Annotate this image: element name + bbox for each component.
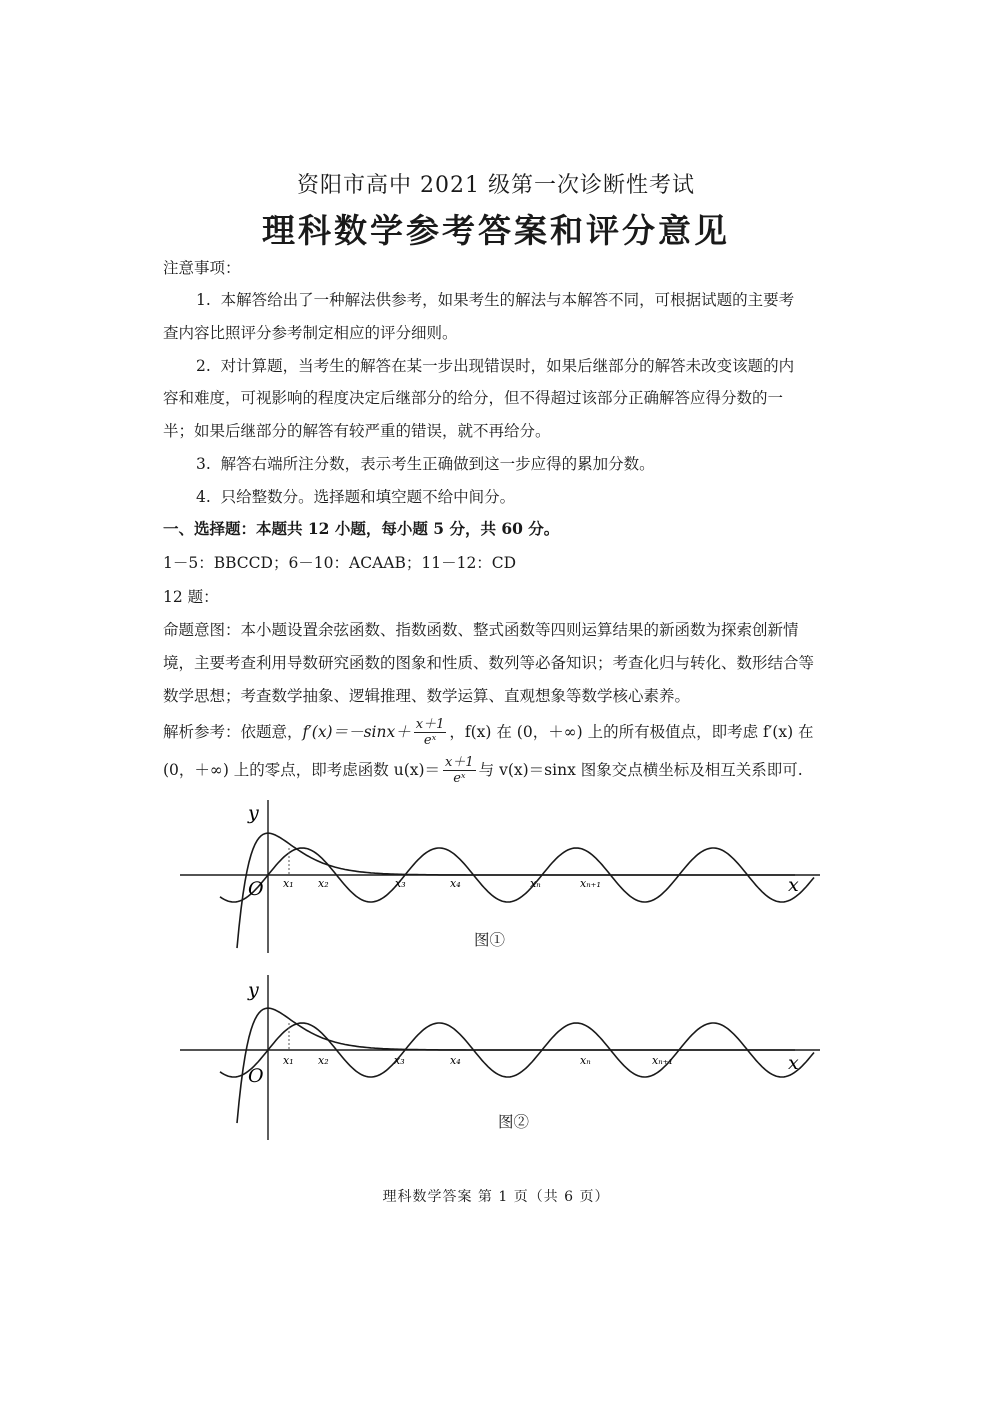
note-1-line-1: 1. 本解答给出了一种解法供参考，如果考生的解法与本解答不同，可根据试题的主要考 (196, 291, 795, 309)
notes-heading: 注意事项： (163, 259, 241, 277)
fraction-2: $\frac{x+1}{\text{eˣ}}$ (445, 754, 474, 786)
y-axis-label: y (248, 979, 259, 1001)
note-4: 4. 只给整数分。选择题和填空题不给中间分。 (196, 488, 516, 506)
note-1-line-2: 查内容比照评分参考制定相应的评分细则。 (163, 324, 458, 342)
q12-analysis-line-2: (0，＋∞) 上的零点，即考虑函数 u(x)＝ $\frac{x+1}{\text{eˣ}}$ 与 v(x)＝sinx 图象交点横坐标及相互关系即可. (163, 754, 803, 786)
x-axis-label: x (788, 1052, 799, 1074)
point-label: x₃ (394, 1054, 405, 1067)
q12-analysis-line-1: 解析参考：依题意， f′(x)＝－sinx＋ $\frac{x+1}{\text{eˣ}}$ ， f(x) 在 (0，＋∞) 上的所有极值点，即考虑 f′(x) 在 (163, 716, 814, 748)
point-label: x₄ (450, 877, 461, 890)
page-title: 理科数学参考答案和评分意见 (262, 211, 730, 250)
point-label: x₁ (283, 1054, 294, 1067)
fraction: $\frac{x+1}{\text{eˣ}}$ (415, 716, 445, 748)
choice-answers: 1－5：BBCCD；6－10：ACAAB；11－12：CD (163, 554, 517, 572)
origin-label: O (248, 1065, 264, 1087)
page-footer: 理科数学答案 第 1 页（共 6 页） (382, 1189, 610, 1205)
note-2-line-2: 容和难度，可视影响的程度决定后继部分的给分，但不得超过该部分正确解答应得分数的一 (163, 389, 784, 407)
origin-label: O (248, 878, 264, 900)
point-label: xₙ (530, 877, 541, 890)
point-label: x₂ (318, 1054, 329, 1067)
y-axis-label: y (248, 802, 259, 824)
q12-intent-line-1: 命题意图：本小题设置余弦函数、指数函数、整式函数等四则运算结果的新函数为探索创新情 (163, 621, 799, 639)
point-label: x₁ (283, 877, 294, 890)
point-label: xₙ₊₁ (652, 1054, 673, 1067)
note-2-line-1: 2. 对计算题，当考生的解答在某一步出现错误时，如果后继部分的解答未改变该题的内 (196, 357, 795, 375)
note-3: 3. 解答右端所注分数，表示考生正确做到这一步应得的累加分数。 (196, 455, 655, 473)
point-label: x₄ (450, 1054, 461, 1067)
figure-2-caption: 图② (498, 1113, 530, 1131)
note-2-line-3: 半；如果后继部分的解答有较严重的错误，就不再给分。 (163, 422, 551, 440)
exp-curve (237, 833, 795, 948)
point-label: x₃ (395, 877, 406, 890)
q12-intent-line-2: 境，主要考查利用导数研究函数的图象和性质、数列等必备知识；考查化归与转化、数形结合等 (163, 654, 815, 672)
point-label: x₂ (318, 877, 329, 890)
figure-1-caption: 图① (474, 931, 506, 949)
section-1-heading: 一、选择题：本题共 12 小题，每小题 5 分，共 60 分。 (163, 519, 560, 538)
point-label: xₙ (580, 1054, 591, 1067)
q12-intent-line-3: 数学思想；考查数学抽象、逻辑推理、数学运算、直观想象等数学核心素养。 (163, 687, 691, 705)
point-label: xₙ₊₁ (580, 877, 601, 890)
q12-label: 12 题： (163, 588, 219, 606)
exam-subtitle: 资阳市高中 2021 级第一次诊断性考试 (297, 173, 695, 198)
x-axis-label: x (788, 874, 799, 896)
